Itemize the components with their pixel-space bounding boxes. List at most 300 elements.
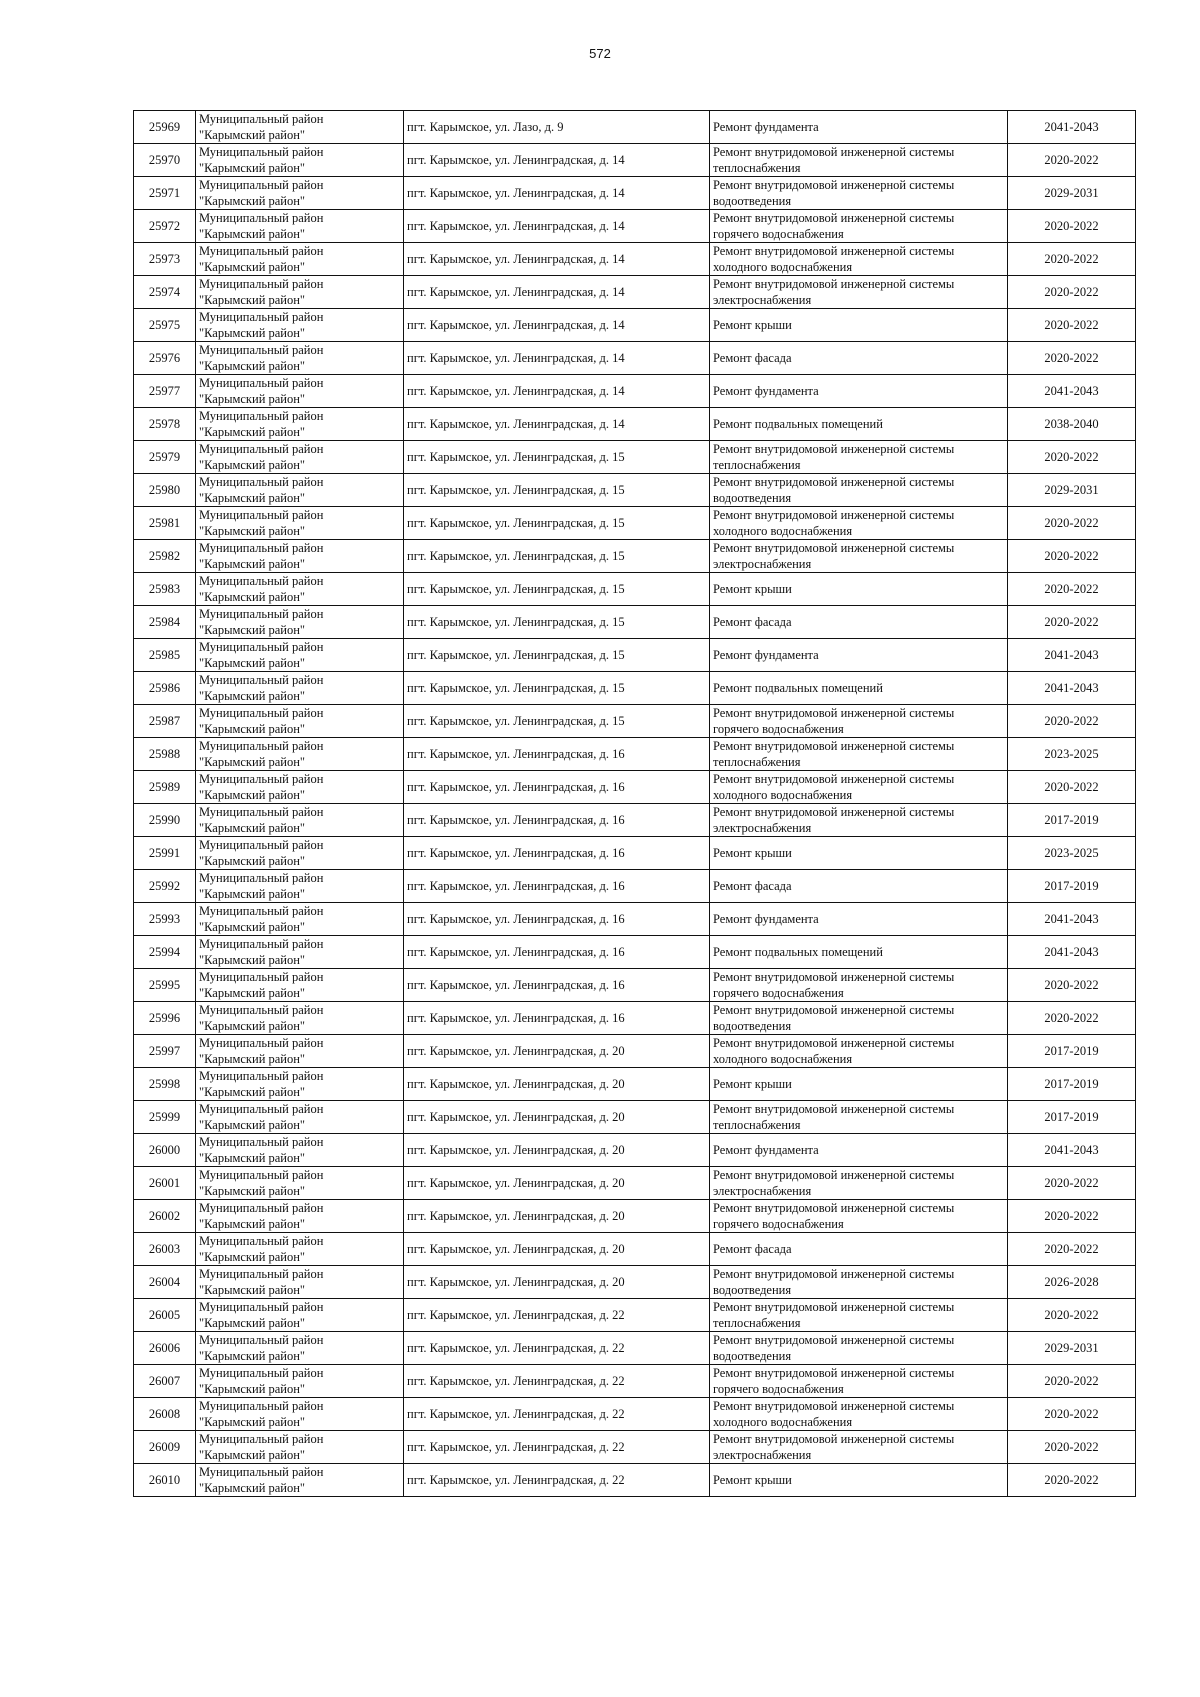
row-number: 25975 (134, 309, 196, 342)
address-cell: пгт. Карымское, ул. Ленинградская, д. 15 (404, 441, 710, 474)
district-cell (196, 639, 404, 672)
work-type-line: Ремонт фундамента (713, 648, 819, 662)
district-line: Муниципальный район (199, 706, 324, 720)
district-cell (196, 837, 404, 870)
district-cell (196, 276, 404, 309)
district-cell (196, 1101, 404, 1134)
row-number: 25993 (134, 903, 196, 936)
district-cell (196, 672, 404, 705)
district-line: "Карымский район" (199, 557, 306, 571)
district-cell (196, 309, 404, 342)
district-line: "Карымский район" (199, 821, 306, 835)
period-cell: 2020-2022 (1008, 342, 1136, 375)
address-cell: пгт. Карымское, ул. Ленинградская, д. 22 (404, 1431, 710, 1464)
period-cell: 2020-2022 (1008, 309, 1136, 342)
work-type-cell (710, 1233, 1008, 1266)
work-type-line: Ремонт внутридомовой инженерной системы (713, 706, 955, 720)
period-cell: 2020-2022 (1008, 507, 1136, 540)
district-line: "Карымский район" (199, 887, 306, 901)
district-line: "Карымский район" (199, 689, 306, 703)
address-cell: пгт. Карымское, ул. Ленинградская, д. 14 (404, 177, 710, 210)
district-line: Муниципальный район (199, 1069, 324, 1083)
work-type-cell (710, 1200, 1008, 1233)
district-line: Муниципальный район (199, 244, 324, 258)
district-line: "Карымский район" (199, 623, 306, 637)
district-line: "Карымский район" (199, 359, 306, 373)
work-type-cell (710, 672, 1008, 705)
table-row (134, 1398, 1136, 1431)
district-line: "Карымский район" (199, 986, 306, 1000)
district-cell (196, 441, 404, 474)
work-type-line: Ремонт внутридомовой инженерной системы (713, 772, 955, 786)
work-type-line: холодного водоснабжения (713, 524, 853, 538)
table-row (134, 870, 1136, 903)
work-type-line: Ремонт внутридомовой инженерной системы (713, 145, 955, 159)
work-type-cell (710, 177, 1008, 210)
table-row (134, 1101, 1136, 1134)
district-line: Муниципальный район (199, 970, 324, 984)
work-type-cell (710, 573, 1008, 606)
table-row (134, 1299, 1136, 1332)
work-type-line: Ремонт внутридомовой инженерной системы (713, 739, 955, 753)
work-type-line: Ремонт фундамента (713, 384, 819, 398)
table-row (134, 111, 1136, 144)
work-type-line: Ремонт фасада (713, 879, 792, 893)
row-number: 25985 (134, 639, 196, 672)
district-cell (196, 507, 404, 540)
table-row (134, 1431, 1136, 1464)
table-row (134, 1464, 1136, 1497)
row-number: 25977 (134, 375, 196, 408)
period-cell: 2020-2022 (1008, 1464, 1136, 1497)
period-cell: 2041-2043 (1008, 903, 1136, 936)
district-cell (196, 1134, 404, 1167)
district-line: "Карымский район" (199, 1118, 306, 1132)
district-line: "Карымский район" (199, 392, 306, 406)
district-line: "Карымский район" (199, 1085, 306, 1099)
work-type-line: холодного водоснабжения (713, 260, 853, 274)
district-line: Муниципальный район (199, 376, 324, 390)
period-cell: 2020-2022 (1008, 540, 1136, 573)
period-cell: 2017-2019 (1008, 1101, 1136, 1134)
table-row (134, 507, 1136, 540)
district-cell (196, 606, 404, 639)
work-type-line: электроснабжения (713, 557, 812, 571)
table-row (134, 408, 1136, 441)
row-number: 25988 (134, 738, 196, 771)
work-type-line: Ремонт внутридомовой инженерной системы (713, 1366, 955, 1380)
district-cell (196, 342, 404, 375)
row-number: 25998 (134, 1068, 196, 1101)
work-type-cell (710, 738, 1008, 771)
work-type-line: Ремонт фундамента (713, 1143, 819, 1157)
period-cell: 2041-2043 (1008, 1134, 1136, 1167)
work-type-line: электроснабжения (713, 1184, 812, 1198)
work-type-cell (710, 1464, 1008, 1497)
district-cell (196, 1365, 404, 1398)
period-cell: 2020-2022 (1008, 969, 1136, 1002)
address-cell: пгт. Карымское, ул. Ленинградская, д. 15 (404, 507, 710, 540)
work-type-cell (710, 1431, 1008, 1464)
row-number: 25992 (134, 870, 196, 903)
district-line: Муниципальный район (199, 805, 324, 819)
work-type-cell (710, 771, 1008, 804)
address-cell: пгт. Карымское, ул. Ленинградская, д. 20 (404, 1068, 710, 1101)
row-number: 26002 (134, 1200, 196, 1233)
district-line: "Карымский район" (199, 161, 306, 175)
period-cell: 2041-2043 (1008, 375, 1136, 408)
address-cell: пгт. Карымское, ул. Ленинградская, д. 14 (404, 243, 710, 276)
district-cell (196, 771, 404, 804)
work-type-line: горячего водоснабжения (713, 227, 844, 241)
period-cell: 2023-2025 (1008, 738, 1136, 771)
row-number: 26007 (134, 1365, 196, 1398)
work-type-cell (710, 210, 1008, 243)
table-row (134, 1035, 1136, 1068)
work-type-cell (710, 111, 1008, 144)
district-cell (196, 144, 404, 177)
table-row (134, 1365, 1136, 1398)
row-number: 26005 (134, 1299, 196, 1332)
period-cell: 2020-2022 (1008, 1398, 1136, 1431)
work-type-line: Ремонт внутридомовой инженерной системы (713, 277, 955, 291)
work-type-line: электроснабжения (713, 293, 812, 307)
address-cell: пгт. Карымское, ул. Ленинградская, д. 16 (404, 969, 710, 1002)
period-cell: 2023-2025 (1008, 837, 1136, 870)
row-number: 26010 (134, 1464, 196, 1497)
district-line: Муниципальный район (199, 1399, 324, 1413)
district-line: "Карымский район" (199, 128, 306, 142)
district-line: "Карымский район" (199, 1217, 306, 1231)
district-cell (196, 375, 404, 408)
row-number: 25969 (134, 111, 196, 144)
address-cell: пгт. Карымское, ул. Ленинградская, д. 15 (404, 705, 710, 738)
district-cell (196, 177, 404, 210)
district-line: Муниципальный район (199, 739, 324, 753)
work-type-line: теплоснабжения (713, 161, 801, 175)
repair-schedule-table (133, 110, 1136, 1497)
table-row (134, 804, 1136, 837)
period-cell: 2020-2022 (1008, 276, 1136, 309)
address-cell: пгт. Карымское, ул. Ленинградская, д. 20 (404, 1200, 710, 1233)
district-cell (196, 1464, 404, 1497)
work-type-line: Ремонт внутридомовой инженерной системы (713, 475, 955, 489)
work-type-line: теплоснабжения (713, 458, 801, 472)
work-type-line: Ремонт внутридомовой инженерной системы (713, 1168, 955, 1182)
period-cell: 2029-2031 (1008, 474, 1136, 507)
work-type-cell (710, 474, 1008, 507)
address-cell: пгт. Карымское, ул. Ленинградская, д. 16 (404, 1002, 710, 1035)
period-cell: 2029-2031 (1008, 177, 1136, 210)
address-cell: пгт. Карымское, ул. Ленинградская, д. 14 (404, 144, 710, 177)
district-line: Муниципальный район (199, 1300, 324, 1314)
table-row (134, 210, 1136, 243)
address-cell: пгт. Карымское, ул. Ленинградская, д. 16 (404, 804, 710, 837)
district-line: Муниципальный район (199, 178, 324, 192)
district-line: "Карымский район" (199, 1448, 306, 1462)
district-line: Муниципальный район (199, 1366, 324, 1380)
work-type-line: Ремонт крыши (713, 318, 792, 332)
period-cell: 2020-2022 (1008, 210, 1136, 243)
address-cell: пгт. Карымское, ул. Ленинградская, д. 15 (404, 606, 710, 639)
district-line: "Карымский район" (199, 854, 306, 868)
table-row (134, 837, 1136, 870)
period-cell: 2029-2031 (1008, 1332, 1136, 1365)
district-cell (196, 540, 404, 573)
district-cell (196, 1332, 404, 1365)
period-cell: 2017-2019 (1008, 870, 1136, 903)
work-type-line: теплоснабжения (713, 1118, 801, 1132)
district-line: "Карымский район" (199, 425, 306, 439)
district-line: Муниципальный район (199, 574, 324, 588)
work-type-line: Ремонт фасада (713, 615, 792, 629)
table-row (134, 1068, 1136, 1101)
work-type-cell (710, 1101, 1008, 1134)
row-number: 25989 (134, 771, 196, 804)
work-type-line: Ремонт внутридомовой инженерной системы (713, 1333, 955, 1347)
district-cell (196, 1167, 404, 1200)
period-cell: 2017-2019 (1008, 804, 1136, 837)
period-cell: 2041-2043 (1008, 111, 1136, 144)
district-line: "Карымский район" (199, 722, 306, 736)
address-cell: пгт. Карымское, ул. Ленинградская, д. 20 (404, 1035, 710, 1068)
district-line: Муниципальный район (199, 1234, 324, 1248)
row-number: 26000 (134, 1134, 196, 1167)
work-type-line: Ремонт внутридомовой инженерной системы (713, 1102, 955, 1116)
district-cell (196, 408, 404, 441)
district-line: Муниципальный район (199, 1003, 324, 1017)
district-line: "Карымский район" (199, 1316, 306, 1330)
row-number: 25973 (134, 243, 196, 276)
work-type-line: Ремонт крыши (713, 582, 792, 596)
work-type-cell (710, 1068, 1008, 1101)
table-row (134, 474, 1136, 507)
row-number: 26001 (134, 1167, 196, 1200)
district-line: Муниципальный район (199, 640, 324, 654)
row-number: 25979 (134, 441, 196, 474)
district-cell (196, 705, 404, 738)
period-cell: 2020-2022 (1008, 1299, 1136, 1332)
district-line: "Карымский район" (199, 656, 306, 670)
district-cell (196, 243, 404, 276)
table-row (134, 177, 1136, 210)
work-type-cell (710, 1134, 1008, 1167)
district-line: "Карымский район" (199, 524, 306, 538)
period-cell: 2020-2022 (1008, 573, 1136, 606)
district-line: Муниципальный район (199, 112, 324, 126)
address-cell: пгт. Карымское, ул. Ленинградская, д. 22 (404, 1464, 710, 1497)
table-row (134, 606, 1136, 639)
work-type-cell (710, 1035, 1008, 1068)
table-row (134, 969, 1136, 1002)
work-type-line: холодного водоснабжения (713, 788, 853, 802)
table-row (134, 639, 1136, 672)
work-type-line: водоотведения (713, 1349, 792, 1363)
work-type-line: Ремонт подвальных помещений (713, 681, 883, 695)
district-line: Муниципальный район (199, 1465, 324, 1479)
work-type-line: Ремонт фасада (713, 1242, 792, 1256)
district-line: "Карымский район" (199, 788, 306, 802)
district-line: "Карымский район" (199, 1250, 306, 1264)
table-row (134, 342, 1136, 375)
address-cell: пгт. Карымское, ул. Ленинградская, д. 15 (404, 540, 710, 573)
row-number: 25971 (134, 177, 196, 210)
district-line: "Карымский район" (199, 1349, 306, 1363)
district-line: Муниципальный район (199, 838, 324, 852)
district-cell (196, 936, 404, 969)
table-row (134, 243, 1136, 276)
table-body (134, 111, 1136, 1497)
district-cell (196, 1233, 404, 1266)
district-cell (196, 1398, 404, 1431)
district-line: Муниципальный район (199, 343, 324, 357)
work-type-cell (710, 837, 1008, 870)
table-row (134, 1134, 1136, 1167)
address-cell: пгт. Карымское, ул. Ленинградская, д. 20 (404, 1101, 710, 1134)
work-type-line: Ремонт внутридомовой инженерной системы (713, 1300, 955, 1314)
district-line: "Карымский район" (199, 260, 306, 274)
work-type-cell (710, 1365, 1008, 1398)
address-cell: пгт. Карымское, ул. Ленинградская, д. 14 (404, 375, 710, 408)
row-number: 26009 (134, 1431, 196, 1464)
district-line: "Карымский район" (199, 227, 306, 241)
district-line: Муниципальный район (199, 1036, 324, 1050)
table-row (134, 1200, 1136, 1233)
district-line: "Карымский район" (199, 1151, 306, 1165)
address-cell: пгт. Карымское, ул. Ленинградская, д. 15 (404, 474, 710, 507)
period-cell: 2017-2019 (1008, 1068, 1136, 1101)
work-type-line: горячего водоснабжения (713, 986, 844, 1000)
work-type-cell (710, 342, 1008, 375)
district-line: "Карымский район" (199, 293, 306, 307)
district-cell (196, 474, 404, 507)
address-cell: пгт. Карымское, ул. Ленинградская, д. 22 (404, 1365, 710, 1398)
row-number: 25970 (134, 144, 196, 177)
period-cell: 2038-2040 (1008, 408, 1136, 441)
work-type-line: горячего водоснабжения (713, 722, 844, 736)
table-row (134, 375, 1136, 408)
work-type-line: Ремонт внутридомовой инженерной системы (713, 1432, 955, 1446)
work-type-line: Ремонт фундамента (713, 120, 819, 134)
district-cell (196, 804, 404, 837)
table-row (134, 1167, 1136, 1200)
period-cell: 2041-2043 (1008, 936, 1136, 969)
work-type-line: теплоснабжения (713, 755, 801, 769)
row-number: 25983 (134, 573, 196, 606)
work-type-cell (710, 1002, 1008, 1035)
district-line: Муниципальный район (199, 871, 324, 885)
address-cell: пгт. Карымское, ул. Ленинградская, д. 22 (404, 1332, 710, 1365)
work-type-line: Ремонт крыши (713, 1077, 792, 1091)
district-cell (196, 1200, 404, 1233)
district-cell (196, 1068, 404, 1101)
table-row (134, 903, 1136, 936)
work-type-cell (710, 870, 1008, 903)
work-type-cell (710, 408, 1008, 441)
row-number: 25995 (134, 969, 196, 1002)
district-line: "Карымский район" (199, 590, 306, 604)
district-line: "Карымский район" (199, 755, 306, 769)
address-cell: пгт. Карымское, ул. Ленинградская, д. 16 (404, 936, 710, 969)
district-line: "Карымский район" (199, 953, 306, 967)
address-cell: пгт. Карымское, ул. Ленинградская, д. 16 (404, 870, 710, 903)
work-type-cell (710, 441, 1008, 474)
district-cell (196, 969, 404, 1002)
district-line: "Карымский район" (199, 1019, 306, 1033)
district-line: "Карымский район" (199, 326, 306, 340)
district-line: "Карымский район" (199, 1382, 306, 1396)
work-type-cell (710, 1299, 1008, 1332)
row-number: 25991 (134, 837, 196, 870)
address-cell: пгт. Карымское, ул. Ленинградская, д. 14 (404, 210, 710, 243)
table-row (134, 144, 1136, 177)
work-type-line: Ремонт фундамента (713, 912, 819, 926)
period-cell: 2020-2022 (1008, 1200, 1136, 1233)
work-type-line: Ремонт внутридомовой инженерной системы (713, 211, 955, 225)
work-type-cell (710, 1167, 1008, 1200)
period-cell: 2020-2022 (1008, 705, 1136, 738)
district-line: Муниципальный район (199, 508, 324, 522)
work-type-line: водоотведения (713, 491, 792, 505)
row-number: 25996 (134, 1002, 196, 1035)
row-number: 25984 (134, 606, 196, 639)
row-number: 25972 (134, 210, 196, 243)
table-row (134, 936, 1136, 969)
district-cell (196, 573, 404, 606)
work-type-line: Ремонт подвальных помещений (713, 417, 883, 431)
work-type-line: Ремонт внутридомовой инженерной системы (713, 970, 955, 984)
period-cell: 2041-2043 (1008, 672, 1136, 705)
district-line: Муниципальный район (199, 937, 324, 951)
address-cell: пгт. Карымское, ул. Лазо, д. 9 (404, 111, 710, 144)
district-cell (196, 870, 404, 903)
district-line: Муниципальный район (199, 541, 324, 555)
row-number: 25974 (134, 276, 196, 309)
row-number: 25994 (134, 936, 196, 969)
district-line: "Карымский район" (199, 458, 306, 472)
district-line: "Карымский район" (199, 491, 306, 505)
row-number: 25999 (134, 1101, 196, 1134)
table-row (134, 1233, 1136, 1266)
work-type-line: Ремонт внутридомовой инженерной системы (713, 541, 955, 555)
row-number: 26003 (134, 1233, 196, 1266)
district-line: Муниципальный район (199, 772, 324, 786)
work-type-line: Ремонт внутридомовой инженерной системы (713, 805, 955, 819)
work-type-cell (710, 375, 1008, 408)
district-line: "Карымский район" (199, 1052, 306, 1066)
row-number: 26008 (134, 1398, 196, 1431)
work-type-cell (710, 507, 1008, 540)
table-row (134, 771, 1136, 804)
table-row (134, 276, 1136, 309)
district-line: Муниципальный район (199, 145, 324, 159)
address-cell: пгт. Карымское, ул. Ленинградская, д. 15 (404, 639, 710, 672)
row-number: 25980 (134, 474, 196, 507)
address-cell: пгт. Карымское, ул. Ленинградская, д. 14 (404, 276, 710, 309)
work-type-cell (710, 309, 1008, 342)
work-type-line: Ремонт крыши (713, 1473, 792, 1487)
period-cell: 2020-2022 (1008, 1365, 1136, 1398)
work-type-line: Ремонт внутридомовой инженерной системы (713, 508, 955, 522)
table-row (134, 1266, 1136, 1299)
work-type-line: Ремонт фасада (713, 351, 792, 365)
work-type-line: горячего водоснабжения (713, 1217, 844, 1231)
district-line: Муниципальный район (199, 1168, 324, 1182)
work-type-cell (710, 936, 1008, 969)
work-type-line: холодного водоснабжения (713, 1052, 853, 1066)
table-row (134, 1332, 1136, 1365)
table-row (134, 672, 1136, 705)
